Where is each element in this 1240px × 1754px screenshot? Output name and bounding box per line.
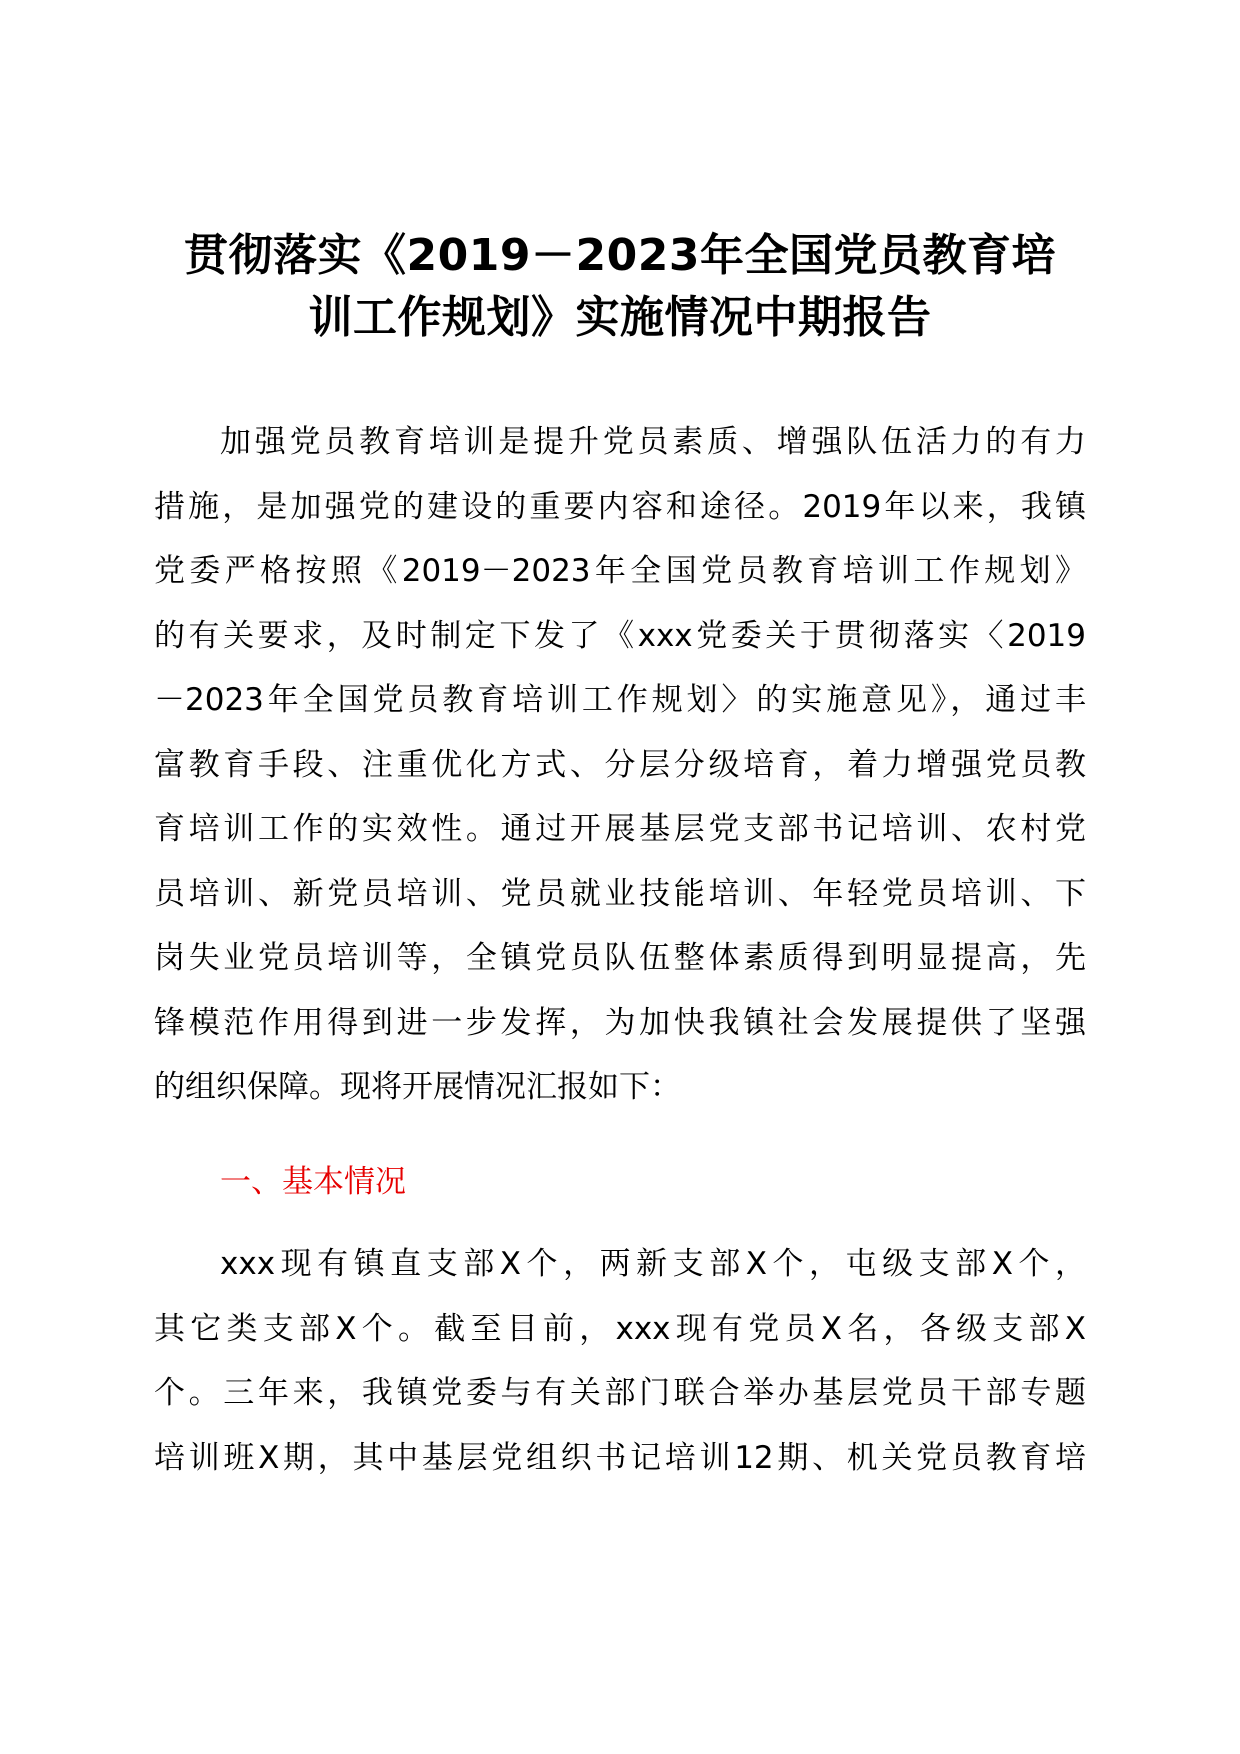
paragraph-line: 党委严格按照《2019－2023年全国党员教育培训工作规划》 — [154, 553, 1086, 589]
paragraph-line: 措施，是加强党的建设的重要内容和途径。2019年以来，我镇 — [154, 488, 1086, 525]
paragraph-line: 富教育手段、注重优化方式、分层分级培育，着力增强党员教 — [154, 746, 1086, 783]
paragraph-line: 的组织保障。现将开展情况汇报如下： — [154, 1069, 681, 1105]
title-line-1: 贯彻落实《2019－2023年全国党员教育培 — [184, 230, 1056, 281]
paragraph-line: －2023年全国党员教育培训工作规划〉的实施意见》，通过丰 — [154, 682, 1086, 718]
paragraph-line: 培训班X期，其中基层党组织书记培训12期、机关党员教育培 — [154, 1439, 1086, 1476]
paragraph-line: 员培训、新党员培训、党员就业技能培训、年轻党员培训、下 — [154, 875, 1086, 912]
paragraph-line: xxx现有镇直支部X个，两新支部X个，屯级支部X个， — [220, 1246, 1086, 1282]
paragraph-line: 其它类支部X个。截至目前，xxx现有党员X名，各级支部X — [154, 1310, 1086, 1347]
paragraph-line: 个。三年来，我镇党委与有关部门联合举办基层党员干部专题 — [154, 1375, 1086, 1411]
document-title — [150, 225, 1090, 349]
section-heading-basic-situation: 一、基本情况 — [220, 1164, 406, 1200]
paragraph-line: 加强党员教育培训是提升党员素质、增强队伍活力的有力 — [220, 424, 1086, 460]
paragraph-line: 岗失业党员培训等，全镇党员队伍整体素质得到明显提高，先 — [154, 940, 1086, 976]
title-line-2: 训工作规划》实施情况中期报告 — [308, 292, 932, 343]
paragraph-line: 锋模范作用得到进一步发挥，为加快我镇社会发展提供了坚强 — [154, 1004, 1086, 1041]
intro-paragraph — [154, 410, 1086, 1120]
paragraph-line: 的有关要求，及时制定下发了《xxx党委关于贯彻落实〈2019 — [154, 617, 1086, 654]
paragraph-line: 育培训工作的实效性。通过开展基层党支部书记培训、农村党 — [154, 811, 1086, 847]
basic-situation-paragraph — [154, 1232, 1086, 1490]
